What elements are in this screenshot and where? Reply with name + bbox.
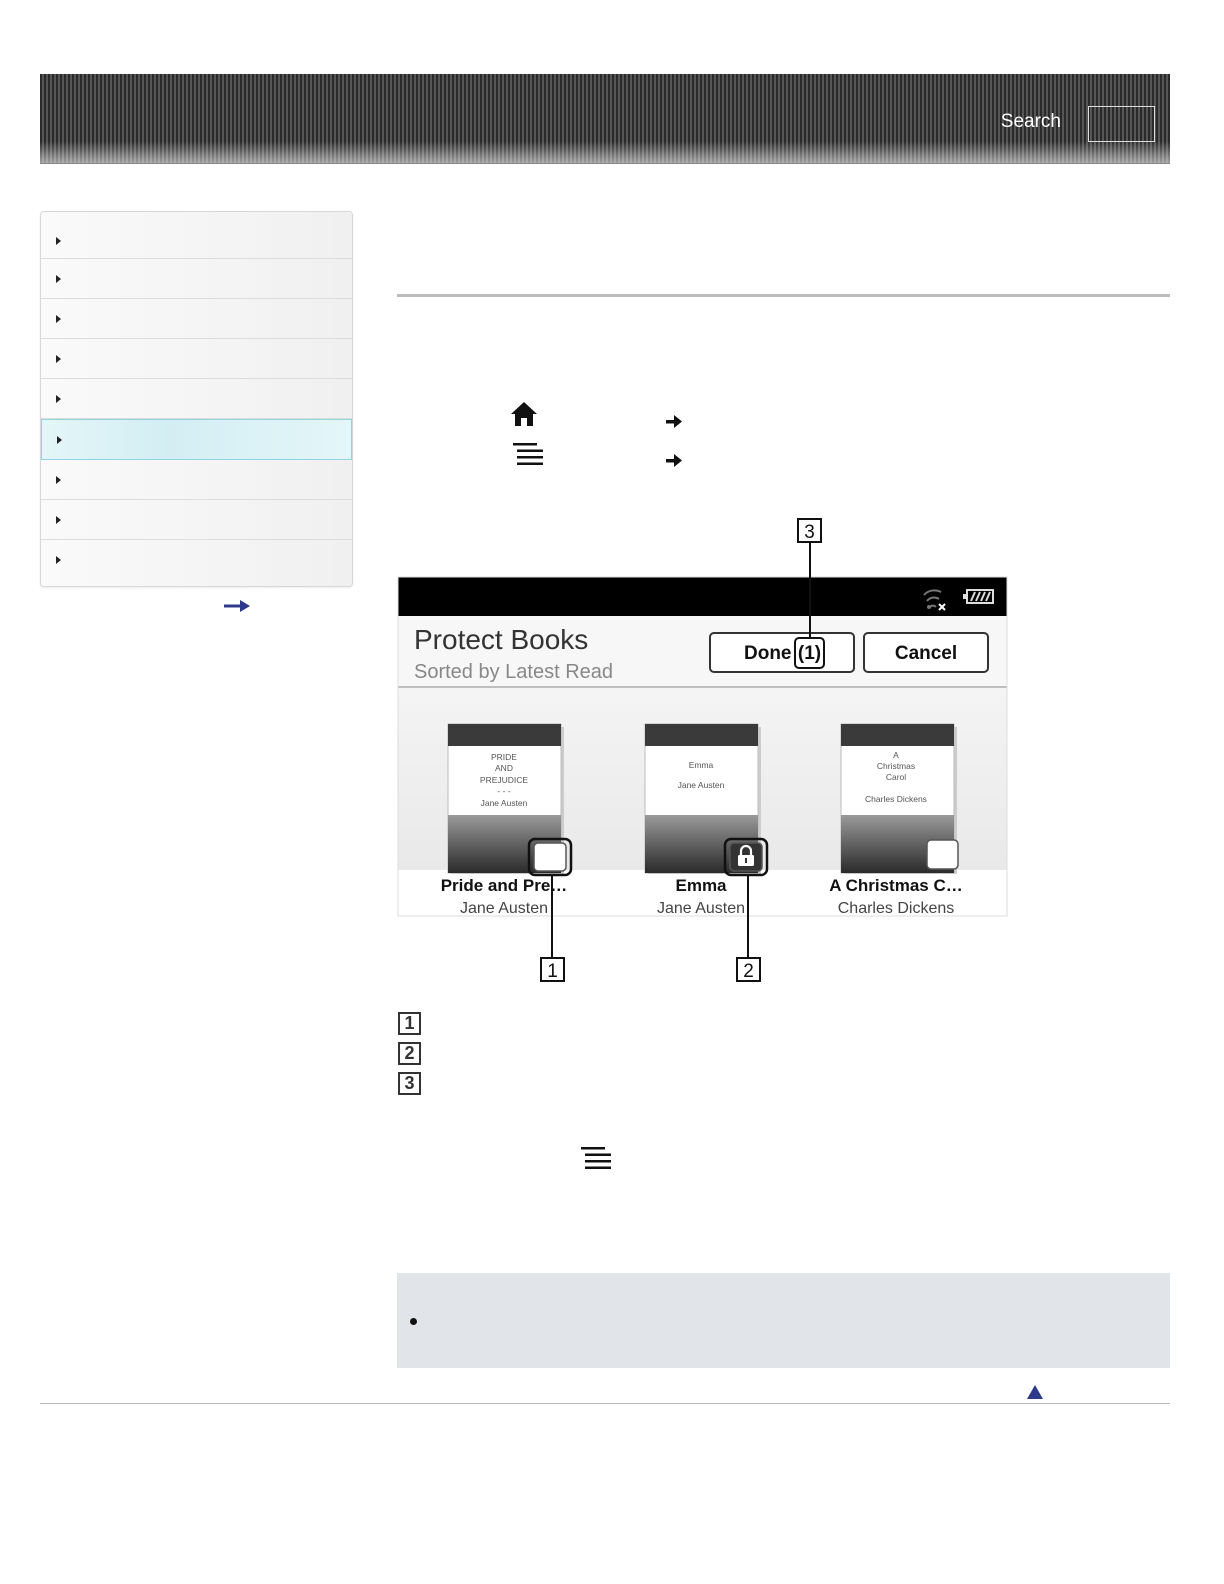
page-header <box>40 74 1170 164</box>
menu-icon <box>513 441 543 467</box>
book-title: Pride and Pre… <box>440 876 568 895</box>
book-author: Jane Austen <box>656 900 746 917</box>
triangle-right-icon <box>56 237 61 245</box>
home-icon <box>510 401 538 427</box>
status-bar <box>398 577 1007 616</box>
triangle-right-icon <box>56 556 61 564</box>
svg-text:3: 3 <box>804 522 815 543</box>
cancel-button-label: Cancel <box>894 643 958 664</box>
arrow-right-icon <box>666 454 682 467</box>
search-input[interactable] <box>1088 106 1155 142</box>
book-cover-text: PRIDE AND PREJUDICE - - -Jane Austen <box>479 752 529 808</box>
book-title: A Christmas C… <box>829 876 963 895</box>
legend-number-1: 1 <box>398 1012 421 1035</box>
sidebar-item-4[interactable] <box>41 339 352 379</box>
book-cover-text: A Christmas Carol Charles Dickens <box>865 750 927 804</box>
title-divider <box>397 294 1170 297</box>
sidebar-item-7[interactable] <box>41 460 352 500</box>
book-cover-text: Emma Jane Austen <box>677 760 725 790</box>
svg-text:1: 1 <box>547 961 558 982</box>
book-author: Charles Dickens <box>837 900 955 917</box>
protect-books-screenshot <box>397 515 1009 985</box>
triangle-right-icon <box>56 355 61 363</box>
book-author: Jane Austen <box>459 900 549 917</box>
triangle-right-icon <box>56 395 61 403</box>
screen-title: Protect Books <box>414 624 589 655</box>
more-arrow-icon[interactable] <box>224 600 250 612</box>
back-to-top-icon[interactable] <box>1027 1385 1043 1399</box>
checkbox-unchecked <box>534 843 566 871</box>
triangle-right-icon <box>56 516 61 524</box>
footer-divider <box>40 1403 1170 1404</box>
callout-2 <box>737 958 760 982</box>
checkbox-unchecked <box>927 840 958 869</box>
callout-3 <box>798 519 821 543</box>
triangle-right-icon <box>56 476 61 484</box>
sidebar-item-2[interactable] <box>41 259 352 299</box>
triangle-right-icon <box>57 436 62 444</box>
sidebar-item-3[interactable] <box>41 299 352 339</box>
sidebar-item-8[interactable] <box>41 500 352 540</box>
screen-subtitle: Sorted by Latest Read <box>414 661 614 683</box>
done-button-label: Done <box>744 643 792 664</box>
legend-number-3: 3 <box>398 1072 421 1095</box>
sidebar-item-1[interactable] <box>41 212 352 259</box>
book-title: Emma <box>675 876 727 895</box>
callout-1 <box>541 958 564 982</box>
note-box <box>397 1273 1170 1368</box>
sidebar-item-9[interactable] <box>41 540 352 587</box>
done-button <box>710 633 854 672</box>
search-label: Search <box>1000 111 1061 132</box>
triangle-right-icon <box>56 275 61 283</box>
sidebar-item-5[interactable] <box>41 379 352 419</box>
bullet <box>410 1318 417 1325</box>
svg-text:2: 2 <box>743 961 754 982</box>
sidebar-nav <box>40 211 353 587</box>
triangle-right-icon <box>56 315 61 323</box>
book-item-3 <box>829 724 963 917</box>
arrow-right-icon <box>666 415 682 428</box>
cancel-button <box>864 633 988 672</box>
done-count: (1) <box>797 643 822 664</box>
sidebar-item-6-active[interactable] <box>41 419 352 460</box>
legend-number-2: 2 <box>398 1042 421 1065</box>
menu-icon <box>581 1146 611 1172</box>
